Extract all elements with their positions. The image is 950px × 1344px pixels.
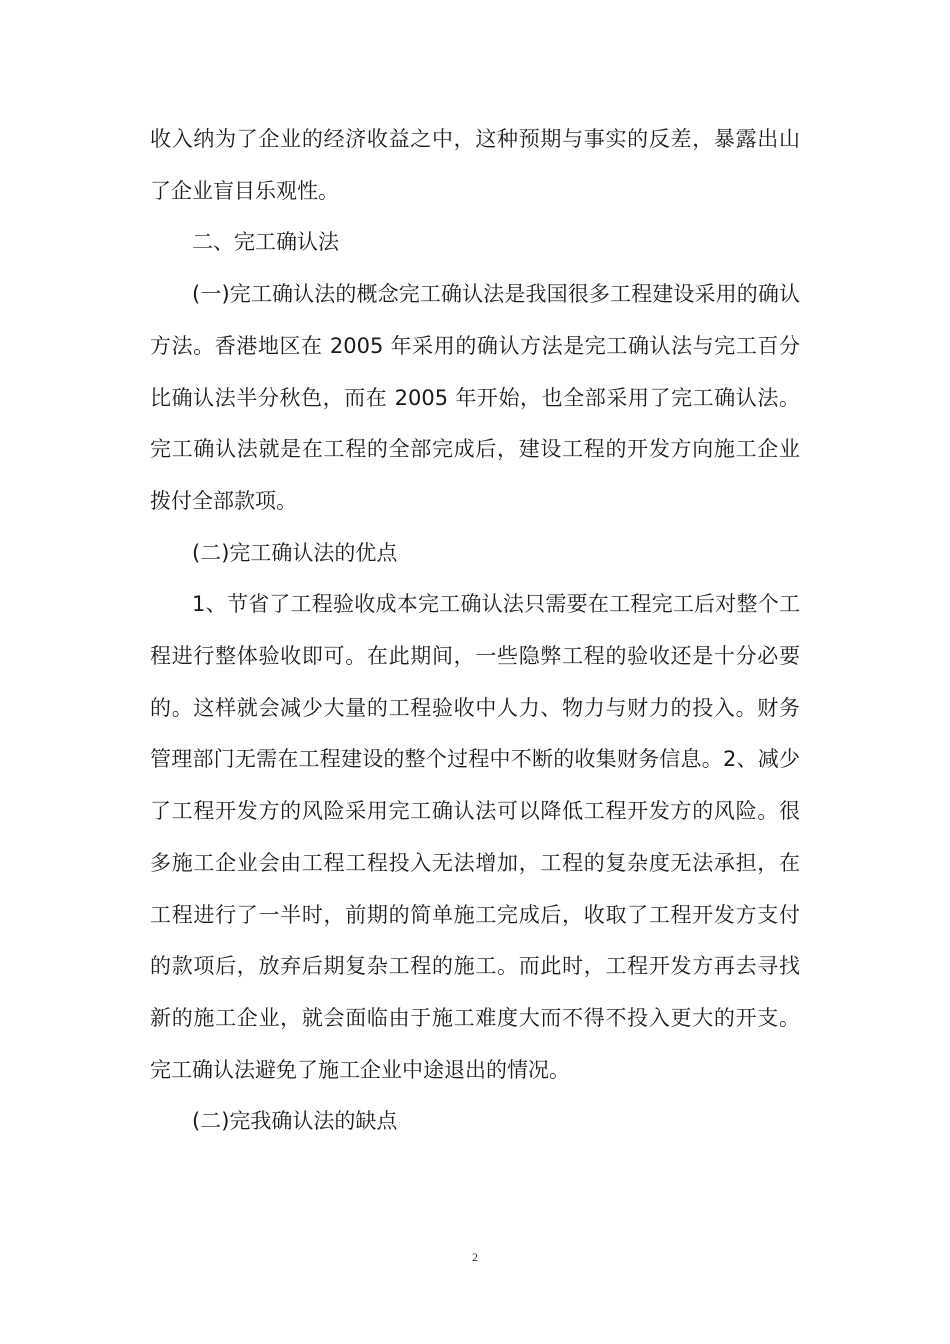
paragraph-concept: (一)完工确认法的概念完工确认法是我国很多工程建设采用的确认方法。香港地区在 2005 年采用的确认方法是完工确认法与完工百分比确认法半分秋色，而在 2005 年开始，也全部采用了完工确认法。完工确认法就是在工程的全部完成后，建设工程的开发方向施工企业拨付全部款项。 bbox=[150, 282, 800, 513]
subheading-disadvantages: (二)完我确认法的缺点 bbox=[192, 1109, 398, 1134]
subheading-advantages: (二)完工确认法的优点 bbox=[192, 540, 398, 565]
section-heading-completion-method: 二、完工确认法 bbox=[192, 230, 339, 255]
paragraph-intro-continuation: 收入纳为了企业的经济收益之中，这种预期与事实的反差，暴露出山了企业盲目乐观性。 bbox=[150, 127, 800, 203]
body-text bbox=[150, 114, 800, 1148]
paragraph-advantages: 1、节省了工程验收成本完工确认法只需要在工程完工后对整个工程进行整体验收即可。在此期间，一些隐弊工程的验收还是十分必要的。这样就会减少大量的工程验收中人力、物力与财力的投入。财务管理部门无需在工程建设的整个过程中不断的收集财务信息。2、减少了工程开发方的风险采用完工确认法可以降低工程开发方的风险。很多施工企业会由工程工程投入无法增加，工程的复杂度无法承担，在工程进行了一半时，前期的简单施工完成后，收取了工程开发方支付的款项后，放弃后期复杂工程的施工。而此时，工程开发方再去寻找新的施工企业，就会面临由于施工难度大而不得不投入更大的开支。完工确认法避免了施工企业中途退出的情况。 bbox=[150, 592, 800, 1082]
page-number: 2 bbox=[472, 1250, 478, 1264]
